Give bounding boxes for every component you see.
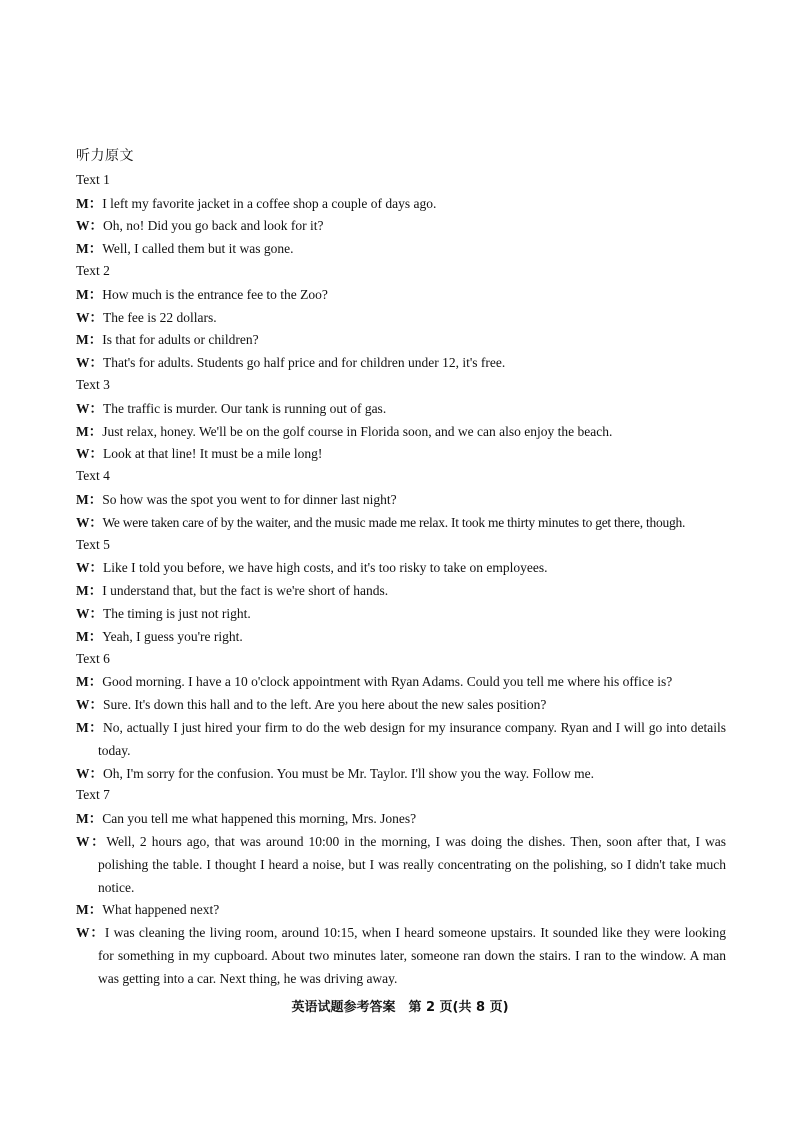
dialogue-line bbox=[76, 922, 726, 990]
dialogue-line bbox=[76, 443, 726, 466]
speaker-label: M： bbox=[76, 902, 103, 918]
dialogue-line bbox=[76, 489, 726, 512]
text-label: Text 7 bbox=[76, 787, 110, 803]
dialogue-line bbox=[76, 717, 726, 763]
speaker-label: M： bbox=[76, 491, 103, 507]
utterance: The traffic is murder. Our tank is running out of gas. bbox=[103, 400, 387, 416]
dialogue-line bbox=[76, 831, 726, 899]
dialogue-line bbox=[76, 284, 726, 307]
utterance: I left my favorite jacket in a coffee shop a couple of days ago. bbox=[102, 195, 437, 211]
text-label: Text 2 bbox=[76, 262, 110, 278]
utterance: What happened next? bbox=[102, 902, 220, 918]
utterance: Oh, no! Did you go back and look for it? bbox=[103, 218, 324, 234]
speaker-label: M： bbox=[76, 241, 103, 257]
dialogue-line bbox=[76, 808, 726, 831]
speaker-label: W： bbox=[76, 514, 103, 530]
page-footer: 英语试题参考答案 第 2 页(共 8 页) bbox=[291, 1000, 509, 1015]
speaker-label: M： bbox=[76, 423, 103, 439]
text-label: Text 6 bbox=[76, 650, 110, 666]
utterance: We were taken care of by the waiter, and the music made me relax. It took me thirty minutes to get there, though. bbox=[102, 514, 686, 530]
speaker-label: W： bbox=[76, 400, 103, 416]
speaker-label: W： bbox=[76, 925, 105, 941]
utterance: Sure. It's down this hall and to the left. Are you here about the new sales position? bbox=[103, 697, 547, 713]
utterance: I was cleaning the living room, around 10:15, when I heard someone upstairs. It sounded like they were looking for something in my cupboard. About two minutes later, someone ran down the stairs. I ran to the window. A man was getting into a car. Next thing, he was driving away. bbox=[98, 925, 726, 986]
utterance: Good morning. I have a 10 o'clock appointment with Ryan Adams. Could you tell me where his office is? bbox=[102, 674, 673, 690]
dialogue-line bbox=[76, 899, 726, 922]
utterance: Just relax, honey. We'll be on the golf course in Florida soon, and we can also enjoy the beach. bbox=[102, 423, 613, 439]
speaker-label: M： bbox=[76, 674, 103, 690]
speaker-label: M： bbox=[76, 811, 103, 827]
dialogue-line bbox=[76, 603, 726, 626]
speaker-label: W： bbox=[76, 355, 103, 371]
text-label: Text 4 bbox=[76, 468, 110, 484]
dialogue-line bbox=[76, 307, 726, 330]
utterance: Yeah, I guess you're right. bbox=[102, 628, 243, 644]
speaker-label: W： bbox=[76, 697, 103, 713]
dialogue-line bbox=[76, 193, 726, 216]
speaker-label: W： bbox=[76, 560, 103, 576]
speaker-label: W： bbox=[76, 309, 103, 325]
utterance: No, actually I just hired your firm to do the web design for my insurance company. Ryan and I will go into details today. bbox=[98, 719, 726, 758]
speaker-label: W： bbox=[76, 765, 103, 781]
dialogue-line bbox=[76, 694, 726, 717]
text-label: Text 1 bbox=[76, 171, 110, 187]
section-heading: 听力原文 bbox=[76, 149, 134, 164]
dialogue-line bbox=[76, 421, 726, 444]
utterance: So how was the spot you went to for dinner last night? bbox=[102, 491, 397, 507]
utterance: Well, 2 hours ago, that was around 10:00 in the morning, I was doing the dishes. Then, soon after that, I was polishing the table. I thought I heard a noise, but I was really concentrating on the polishing, so I didn't take much notice. bbox=[98, 833, 727, 895]
dialogue-line bbox=[76, 215, 726, 238]
utterance: I understand that, but the fact is we're short of hands. bbox=[102, 583, 389, 599]
text-label: Text 3 bbox=[76, 376, 110, 392]
dialogue-line bbox=[76, 352, 726, 375]
dialogue-line bbox=[76, 329, 726, 352]
speaker-label: M： bbox=[76, 583, 103, 599]
utterance: The fee is 22 dollars. bbox=[103, 309, 217, 325]
dialogue-line bbox=[76, 626, 726, 649]
speaker-label: M： bbox=[76, 332, 103, 348]
utterance: Well, I called them but it was gone. bbox=[102, 241, 294, 257]
speaker-label: M： bbox=[76, 628, 103, 644]
speaker-label: W： bbox=[76, 446, 103, 462]
dialogue-line bbox=[76, 763, 726, 786]
speaker-label: M： bbox=[76, 195, 103, 211]
utterance: Can you tell me what happened this morning, Mrs. Jones? bbox=[102, 811, 417, 827]
utterance: Look at that line! It must be a mile long! bbox=[103, 446, 323, 462]
utterance: How much is the entrance fee to the Zoo? bbox=[102, 286, 328, 302]
dialogue-line bbox=[76, 238, 726, 261]
utterance: That's for adults. Students go half price and for children under 12, it's free. bbox=[103, 355, 506, 371]
text-label: Text 5 bbox=[76, 536, 110, 552]
dialogue-line bbox=[76, 580, 726, 603]
speaker-label: W： bbox=[76, 833, 107, 849]
dialogue-line bbox=[76, 512, 726, 535]
utterance: Like I told you before, we have high costs, and it's too risky to take on employees. bbox=[103, 560, 548, 576]
utterance: Oh, I'm sorry for the confusion. You must be Mr. Taylor. I'll show you the way. Follow me. bbox=[103, 765, 595, 781]
speaker-label: M： bbox=[76, 719, 104, 735]
speaker-label: W： bbox=[76, 605, 103, 621]
speaker-label: W： bbox=[76, 218, 103, 234]
utterance: Is that for adults or children? bbox=[102, 332, 259, 348]
utterance: The timing is just not right. bbox=[103, 605, 251, 621]
dialogue-line bbox=[76, 557, 726, 580]
dialogue-line bbox=[76, 671, 726, 694]
speaker-label: M： bbox=[76, 286, 103, 302]
transcript-content bbox=[76, 147, 726, 990]
dialogue-line bbox=[76, 398, 726, 421]
